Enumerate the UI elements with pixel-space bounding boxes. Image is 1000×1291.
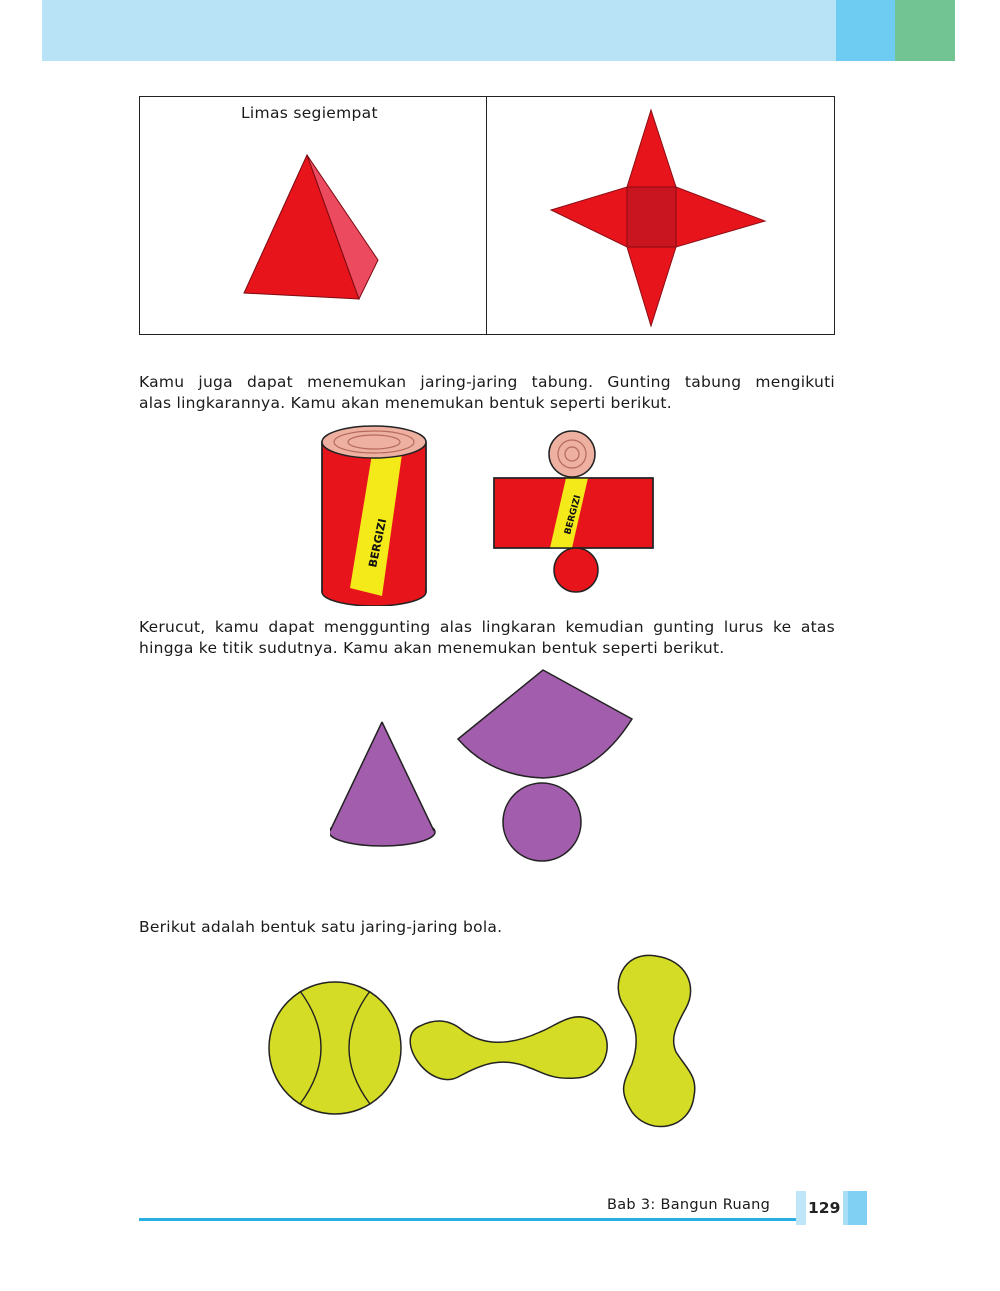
cone-figure — [330, 664, 650, 876]
page-number: 129 — [808, 1199, 841, 1217]
cylinder-paragraph — [139, 372, 835, 414]
cylinder-label-text: BERGIZI — [366, 517, 390, 569]
cone-paragraph — [139, 617, 835, 659]
pyramid-caption: Limas segiempat — [241, 104, 378, 122]
pyramid-net-cell — [487, 97, 834, 334]
pyramid-cell — [140, 97, 487, 334]
chapter-title: Bab 3: Bangun Ruang — [607, 1197, 771, 1213]
footer-tab-accent-inner — [848, 1191, 867, 1225]
pyramid-table — [139, 96, 835, 335]
cylinder-net-label-text: BERGIZI — [563, 494, 584, 536]
paragraph-line: Berikut adalah bentuk satu jaring-jaring bola. — [139, 918, 503, 936]
footer-rule — [139, 1218, 796, 1221]
pyramid-net-illustration — [487, 97, 833, 333]
header-accent-green — [895, 0, 955, 61]
paragraph-line: Kerucut, kamu dapat menggunting alas lingkaran kemudian gunting lurus ke atas — [139, 618, 835, 636]
footer-tab — [796, 1191, 806, 1225]
header-band — [42, 0, 836, 61]
cone-illustration — [330, 722, 435, 846]
paragraph-line: hingga ke titik sudutnya. Kamu akan menemukan bentuk seperti berikut. — [139, 639, 725, 657]
header-accent-blue — [836, 0, 895, 61]
sphere-figure — [260, 946, 720, 1140]
sphere-net-illustration — [410, 955, 695, 1126]
square-pyramid-illustration — [140, 97, 485, 333]
paragraph-line: alas lingkarannya. Kamu akan menemukan bentuk seperti berikut. — [139, 394, 672, 412]
cone-net-illustration — [458, 670, 632, 861]
cylinder-illustration — [322, 426, 426, 606]
cylinder-net-illustration — [494, 431, 653, 592]
paragraph-line: Kamu juga dapat menemukan jaring-jaring tabung. Gunting tabung mengikuti — [139, 373, 835, 391]
ball-illustration — [269, 982, 401, 1114]
sphere-paragraph — [139, 917, 835, 938]
cylinder-figure — [314, 420, 660, 606]
